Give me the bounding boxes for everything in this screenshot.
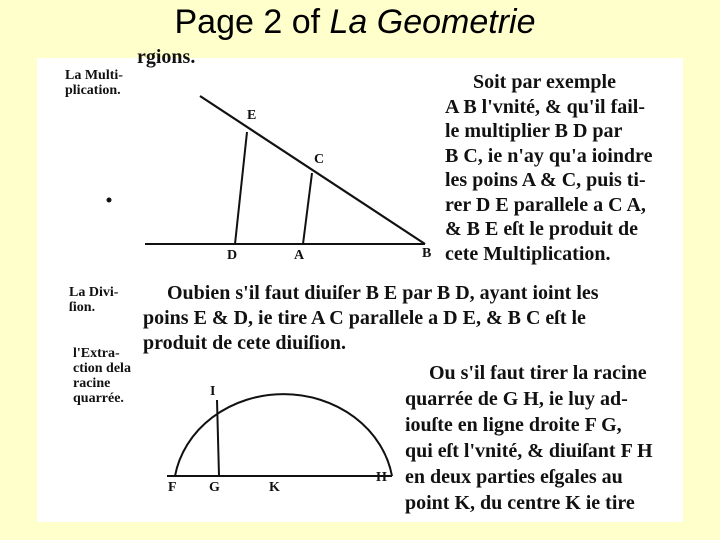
fig2-line-gi: [217, 400, 219, 476]
fig1-line-ac: [303, 173, 312, 244]
fig1-line-de: [235, 132, 247, 244]
fig2-label-f: F: [168, 480, 177, 495]
paragraph-division: Oubien s'il faut diuiſer B E par B D, ayant ioint les poins E & D, ie tire A C parallele a D E, & B C eſt le produit de cete diuiſion.: [143, 282, 599, 354]
fig1-label-e: E: [247, 108, 257, 123]
paragraph-square-root: Ou s'il faut tirer la racine quarrée de G H, ie luy ad- iouſte en ligne droite F G, qui eſt l'vnité, & diuiſant F H en deux parties eſgales au point K, du centre K ie tire: [405, 362, 653, 514]
ink-dot: [107, 198, 112, 203]
slide-title: [0, 2, 710, 42]
margin-note-extraction: l'Extra- ction dela racine quarrée.: [73, 346, 131, 406]
fig2-label-h: H: [376, 470, 387, 485]
paragraph-multiplication: Soit par exemple A B l'vnité, & qu'il fail- le multiplier B D par B C, ie n'ay qu'a ioindre les poins A & C, puis ti- rer D E parallele a C A, & B E eſt le produit de cete Multiplication.: [445, 71, 653, 265]
title-italic-text: La Geometrie: [329, 3, 536, 41]
fig1-label-c: C: [314, 152, 325, 167]
fig2-label-g: G: [209, 480, 220, 495]
fig1-label-b: B: [422, 246, 432, 261]
fig1-label-d: D: [227, 248, 238, 263]
fig1-label-a: A: [294, 248, 305, 263]
margin-note-multiplication: La Multi- plication.: [65, 68, 123, 98]
scanned-page: [37, 46, 683, 522]
fig1-line-be: [200, 96, 425, 244]
margin-note-division: La Divi- ſion.: [69, 285, 119, 315]
fig2-label-i: I: [210, 384, 216, 399]
fig2-label-k: K: [269, 480, 280, 495]
top-cut-text: rgions.: [137, 46, 196, 68]
title-text: Page 2 of: [174, 3, 330, 41]
fig2-semicircle: [175, 394, 392, 476]
